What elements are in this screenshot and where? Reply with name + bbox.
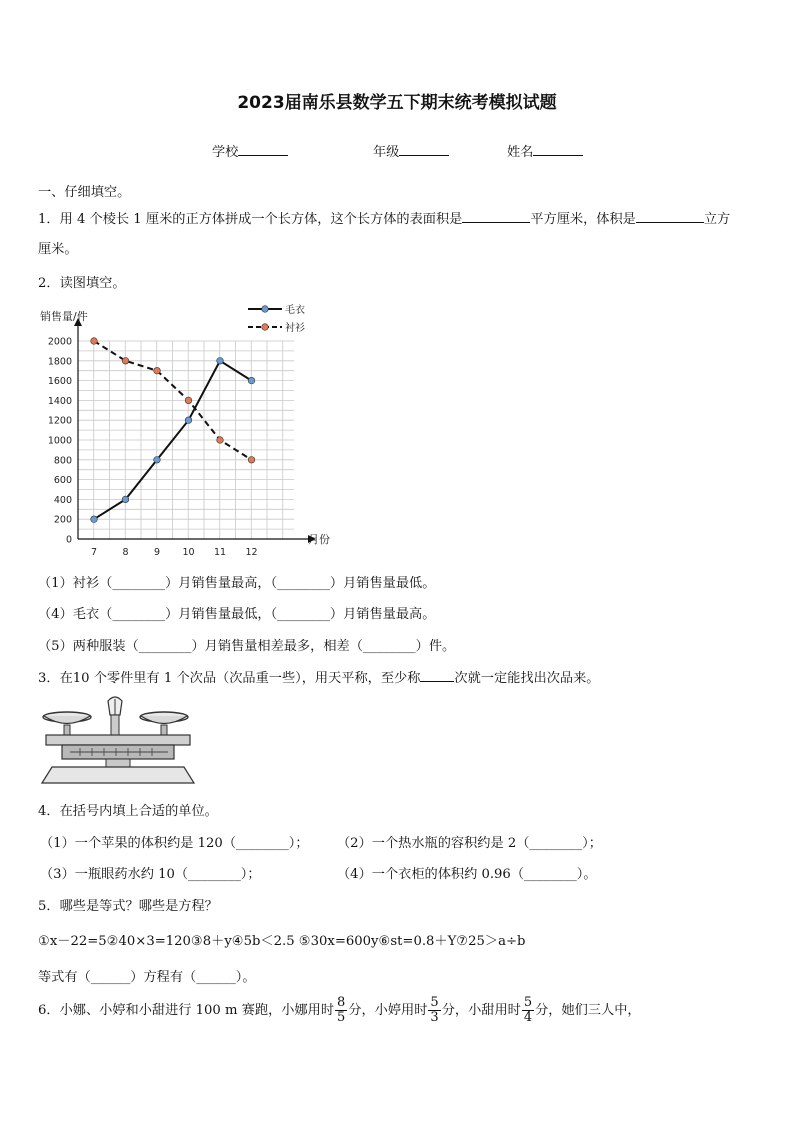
fraction-numerator: 8: [337, 995, 346, 1010]
legend-marker: [262, 306, 269, 313]
q6-text-4: 分，她们三人中，: [535, 1003, 641, 1018]
data-point: [217, 358, 224, 365]
x-tick-label: 12: [245, 547, 258, 558]
q1-blank-area[interactable]: [462, 210, 530, 223]
x-tick-label: 8: [122, 547, 129, 558]
question-2-sub1: （1）衬衫（________）月销售量最高，（________）月销售量最低。: [38, 576, 436, 591]
y-tick-label: 0: [65, 534, 72, 546]
y-tick-label: 600: [53, 475, 72, 487]
fraction-denominator: 5: [337, 1010, 346, 1025]
school-field: [212, 141, 288, 160]
school-blank[interactable]: [238, 143, 288, 156]
y-tick-label: 200: [53, 514, 72, 526]
y-tick-label: 400: [53, 494, 72, 506]
data-point: [185, 397, 192, 404]
question-3: [38, 667, 599, 686]
question-6: [38, 996, 641, 1026]
grade-blank[interactable]: [399, 143, 449, 156]
data-point: [185, 417, 192, 424]
question-4-d: （4）一个衣柜的体积约 0.96（________）。: [337, 867, 597, 882]
x-tick-label: 10: [182, 547, 195, 558]
data-point: [217, 437, 224, 444]
data-point: [154, 367, 161, 374]
q6-text-1: 6．小娜、小婷和小甜进行 100 m 赛跑，小娜用时: [38, 1003, 335, 1018]
fraction-numerator: 5: [523, 995, 533, 1010]
q6-text-3: 分，小甜用时: [441, 1003, 521, 1018]
y-tick-label: 1600: [47, 376, 72, 388]
x-axis-label: 月份: [308, 533, 330, 546]
fraction-denominator: 3: [430, 1010, 439, 1025]
fraction-8-5: [335, 996, 347, 1025]
y-tick-label: 1000: [47, 435, 72, 447]
section-heading: 一、仔细填空。: [38, 185, 131, 200]
school-label: 学校: [212, 145, 239, 160]
x-tick-label: 7: [90, 547, 98, 558]
name-field: [507, 141, 583, 160]
data-point: [248, 377, 255, 384]
question-5-answer: 等式有（______）方程有（______）。: [38, 970, 256, 985]
legend-label: 衬衫: [285, 323, 305, 334]
question-4-title: 4．在括号内填上合适的单位。: [38, 804, 218, 819]
question-5-items: ①x－22=5②40×3=120③8＋y④5b＜2.5 ⑤30x=600y⑥st=0.8＋Y⑦25＞a÷b: [38, 934, 526, 949]
q3-blank[interactable]: [420, 669, 454, 682]
question-2-sub5: （5）两种服装（________）月销售量相差最多，相差（________）件。: [38, 639, 456, 654]
x-tick-label: 9: [153, 547, 161, 558]
y-tick-label: 800: [53, 455, 72, 467]
data-point: [248, 457, 255, 464]
q6-text-2: 分，小婷用时: [348, 1003, 428, 1018]
fraction-5-3: [428, 996, 440, 1025]
fraction-denominator: 4: [523, 1010, 533, 1025]
name-blank[interactable]: [533, 143, 583, 156]
grade-field: [373, 141, 449, 160]
data-point: [91, 338, 98, 345]
q1-text: 1．用 4 个棱长 1 厘米的正方体拼成一个长方体，这个长方体的表面积是: [38, 212, 463, 227]
data-point: [122, 358, 129, 365]
question-4-c: （3）一瓶眼药水约 10（________）；: [40, 867, 261, 882]
q3-text: 3．在10 个零件里有 1 个次品（次品重一些），用天平称，至少称: [38, 671, 421, 686]
question-1-line1: [38, 208, 730, 227]
legend-label: 毛衣: [285, 305, 305, 316]
question-5-title: 5．哪些是等式？哪些是方程？: [38, 899, 218, 914]
y-axis-label: 销售量/件: [40, 310, 88, 323]
page-title: 2023届南乐县数学五下期末统考模拟试题: [237, 93, 557, 113]
balance-scale-image: [40, 695, 196, 787]
q1-blank-volume[interactable]: [636, 210, 704, 223]
q1-text-mid: 平方厘米，体积是: [530, 212, 636, 227]
question-2-title: 2．读图填空。: [38, 276, 126, 291]
question-2-sub4: （4）毛衣（________）月销售量最低，（________）月销售量最高。: [38, 607, 436, 622]
y-tick-label: 1200: [47, 415, 72, 427]
grade-label: 年级: [373, 145, 400, 160]
question-1-line2: 厘米。: [38, 242, 78, 257]
data-point: [154, 457, 161, 464]
legend-marker: [262, 324, 269, 331]
data-point: [91, 516, 98, 523]
data-point: [122, 496, 129, 503]
y-tick-label: 1400: [47, 395, 72, 407]
fraction-5-4: [522, 996, 534, 1025]
sales-line-chart: [36, 300, 346, 558]
x-tick-label: 11: [213, 547, 227, 558]
fraction-numerator: 5: [430, 995, 439, 1010]
name-label: 姓名: [507, 145, 534, 160]
q3-text-end: 次就一定能找出次品来。: [454, 671, 600, 686]
q1-text-end: 立方: [703, 212, 731, 227]
question-4-b: （2）一个热水瓶的容积约是 2（________）；: [337, 836, 602, 851]
question-4-a: （1）一个苹果的体积约是 120（________）；: [40, 836, 309, 851]
y-tick-label: 1800: [47, 356, 72, 368]
y-tick-label: 2000: [47, 336, 72, 348]
